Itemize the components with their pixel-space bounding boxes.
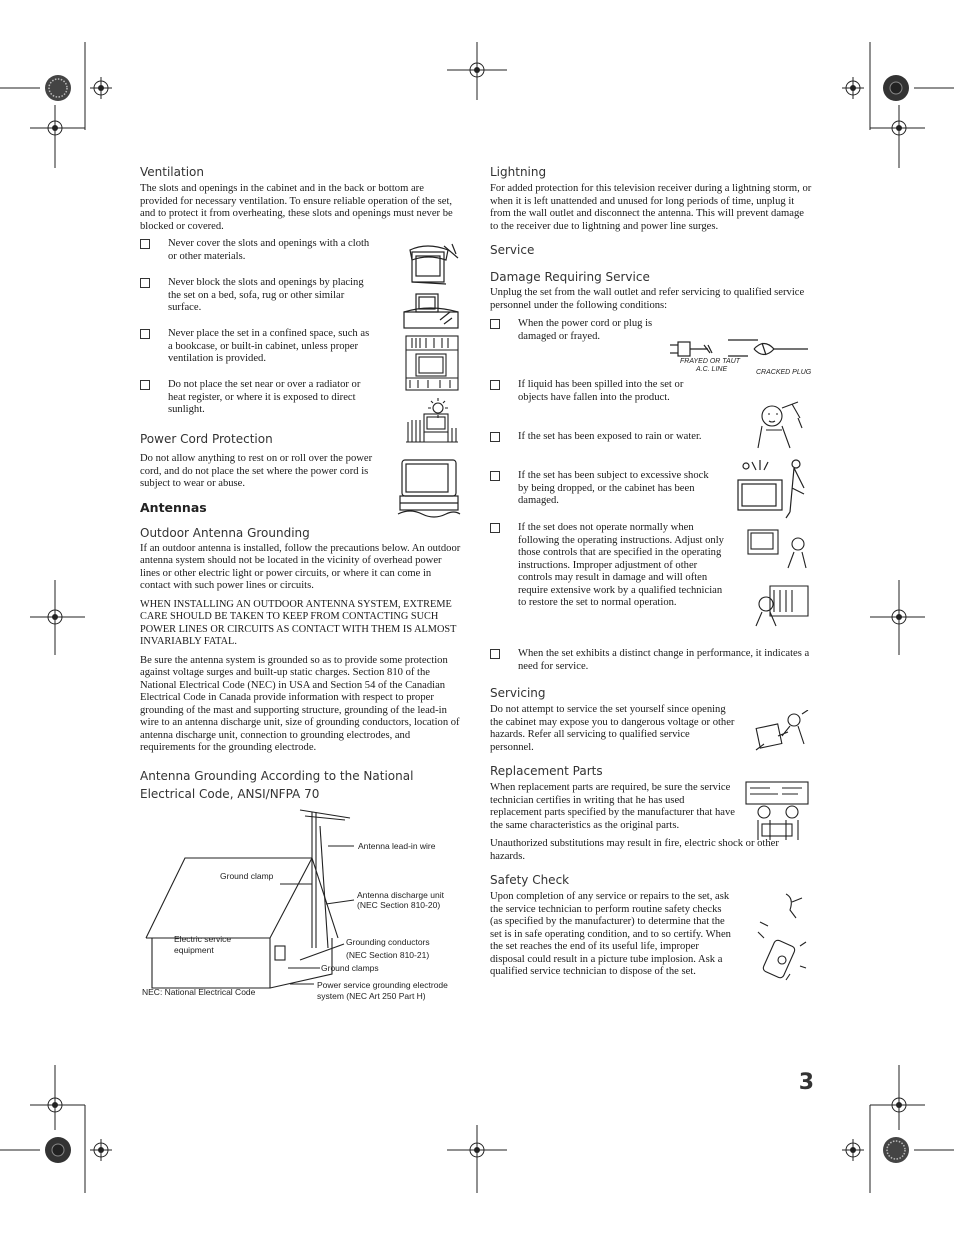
diagram-label: equipment (174, 945, 214, 955)
tv-on-bed-illustration (400, 290, 462, 332)
servicing-heading: Servicing (490, 686, 546, 700)
outdoor-text-1: If an outdoor antenna is installed, follow the precautions below. An outdoor antenna system should not be located in the vicinity of overhead power lines or other electric light or power circuits, or where it can come in contact with such power lines or circuits. (140, 542, 461, 591)
safety-check-heading: Safety Check (490, 873, 570, 887)
replacement-text-2: Unauthorized substitutions may result in fire, electric shock or other hazards. (490, 838, 779, 862)
outdoor-antenna-heading: Outdoor Antenna Grounding (140, 525, 310, 540)
ventilation-text: The slots and openings in the cabinet and in the back or bottom are provided for necessary ventilation. To ensure reliable operation of the set, and to protect it from overheating, these slots and openings must never be blocked or covered. (140, 183, 453, 232)
diagram-label: Power service grounding electrode (317, 980, 448, 990)
plug-label: FRAYED OR TAUT A.C. LINE (680, 358, 741, 373)
lightning-text: For added protection for this television receiver during a lightning storm, or when it is left unattended and unused for long periods of time, unplug it from the wall outlet and disconnect the antenna. This will prevent damage to the receiver due to lightning and power line surges. (490, 183, 812, 232)
power-cord-heading: Power Cord Protection (140, 432, 273, 446)
abnormal-operation-illustration (744, 526, 814, 630)
list-item: If the set does not operate normally when following the operating instructions. Adjust only those controls that are specified in the operating instructions. Improper adjustment of other controls may result in damage and will often require extensive work by a qualified technician to restore the set to normal operation. (490, 522, 728, 648)
list-item: Do not place the set near or over a radiator or heat register, or where it is exposed to direct sunlight. (140, 379, 372, 425)
antennas-heading: Antennas (140, 499, 207, 515)
safety-check-text: Upon completion of any service or repairs to the set, ask the service technician to perform routine safety checks (as specified by the manufacturer) to determine that the set is in safe operating condition, and to so certify. When the set reaches the end of its useful life, improper disposal could result in a picture tube implosion. Ask a qualified service technician to dispose of the set. (490, 891, 731, 977)
diagram-label: (NEC Section 810-21) (346, 950, 430, 960)
list-item: Never place the set in a confined space, such as a bookcase, or built-in cabinet, unless proper ventilation is provided. (140, 328, 372, 379)
replacement-text-1: When replacement parts are required, be sure the service technician certifies in writing that he has used replacement parts specified by the manufacturer that have the same characteristics as the original parts. (490, 782, 736, 831)
power-cord-text: Do not allow anything to rest on or roll over the power cord, and do not place the set where the power cord is subject to wear or abuse. (140, 453, 373, 489)
outdoor-warning: WHEN INSTALLING AN OUTDOOR ANTENNA SYSTEM, EXTREME CARE SHOULD BE TAKEN TO KEEP FROM CONTACTING SUCH POWER LINES OR CIRCUITS AS CONTACT WITH THEM IS ALMOST INVARIABLY FATAL. (140, 598, 457, 647)
plug-label: CRACKED PLUG (756, 369, 812, 376)
list-item: When the set exhibits a distinct change in performance, it indicates a need for service. (490, 648, 812, 678)
servicing-illustration (754, 710, 810, 756)
list-item: If liquid has been spilled into the set or objects have fallen into the product. (490, 379, 708, 431)
page-number: 3 (798, 1070, 814, 1095)
diagram-label: Ground clamp (220, 871, 274, 881)
damage-heading: Damage Requiring Service (490, 270, 650, 284)
damage-text: Unplug the set from the wall outlet and refer servicing to qualified service personnel under the following conditions: (490, 287, 805, 311)
diagram-label: Antenna lead-in wire (358, 841, 436, 851)
tv-on-stand-illustration (396, 456, 462, 518)
tv-near-radiator-illustration (404, 398, 460, 446)
safety-check-illustration (756, 892, 808, 982)
list-item: If the set has been exposed to rain or water. (490, 431, 708, 470)
list-item: If the set has been subject to excessive shock by being dropped, or the cabinet has been damaged. (490, 470, 718, 522)
list-item: Never cover the slots and openings with a cloth or other materials. (140, 238, 372, 277)
diagram-label: (NEC Section 810-20) (357, 900, 441, 910)
diagram-label: NEC: National Electrical Code (142, 987, 256, 997)
list-item: Never block the slots and openings by placing the set on a bed, sofa, rug or other similar surface. (140, 277, 372, 328)
diagram-label: Electric service (174, 934, 232, 944)
service-heading: Service (490, 243, 535, 257)
tv-covered-cloth-illustration (402, 240, 462, 288)
diagram-label: Ground clamps (321, 963, 379, 973)
grounding-heading: Antenna Grounding According to the National Electrical Code, ANSI/NFPA 70 (140, 768, 414, 801)
dropped-tv-illustration (734, 458, 812, 520)
lightning-heading: Lightning (490, 165, 547, 179)
replacement-parts-illustration (744, 780, 810, 842)
servicing-text: Do not attempt to service the set yourself since opening the cabinet may expose you to dangerous voltage or other hazards. Refer all servicing to qualified service personnel. (490, 704, 735, 753)
list-item: When the power cord or plug is damaged or frayed. (490, 318, 668, 379)
tv-in-bookcase-illustration (404, 334, 460, 392)
outdoor-text-2: Be sure the antenna system is grounded so as to provide some protection against voltage surges and built-up static charges. Section 810 of the National Electrical Code (NEC) in USA and Section 54 of the Canadian Electrical Code in Canada provide information with respect to proper grounding of the mast and supporting structure, grounding of the lead-in wire to an antenna discharge unit, size of grounding conductors, location of antenna discharge unit, connection to grounding electrodes, and requirements for the grounding electrode. (140, 654, 460, 753)
replacement-heading: Replacement Parts (490, 764, 603, 778)
liquid-spill-illustration (752, 400, 808, 452)
diagram-label: Grounding conductors (346, 937, 430, 947)
ventilation-heading: Ventilation (140, 165, 204, 179)
diagram-label: system (NEC Art 250 Part H) (317, 991, 426, 1001)
diagram-label: Antenna discharge unit (357, 890, 444, 900)
